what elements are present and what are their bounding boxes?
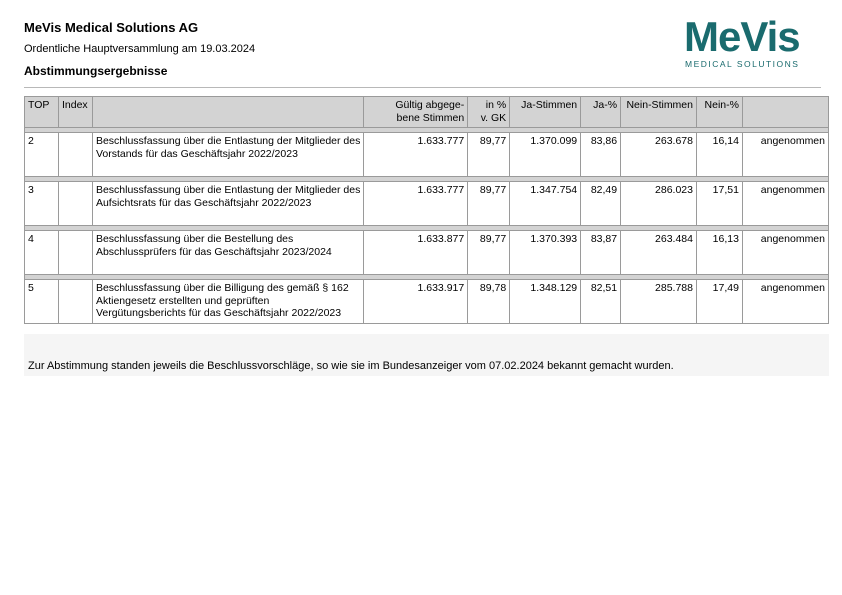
cell-valid: 1.633.917	[364, 280, 468, 324]
cell-top: 2	[25, 133, 59, 177]
cell-index	[58, 231, 92, 275]
page-title: Abstimmungsergebnisse	[24, 64, 168, 78]
meeting-date: Ordentliche Hauptversammlung am 19.03.2024	[24, 43, 256, 55]
cell-subject: Beschlussfassung über die Entlastung der Mitglieder des Aufsichtsrats für das Geschäftsjahr 2022/2023	[92, 182, 363, 226]
col-header-index: Index	[58, 97, 92, 128]
company-logo	[684, 13, 824, 72]
col-header-valid-line1: Gültig abgege-	[395, 99, 465, 111]
cell-no-pct: 16,13	[697, 231, 743, 275]
cell-subject: Beschlussfassung über die Entlastung der Mitglieder des Vorstands für das Geschäftsjahr 2022/2023	[92, 133, 363, 177]
cell-pct-gk: 89,77	[468, 182, 510, 226]
cell-yes-pct: 82,49	[581, 182, 621, 226]
col-header-no: Nein-Stimmen	[621, 97, 697, 128]
table-row	[25, 182, 829, 226]
company-name: MeVis Medical Solutions AG	[24, 20, 199, 35]
col-header-pct-line1: in %	[485, 99, 507, 111]
table-row	[25, 133, 829, 177]
footer-note-box	[24, 334, 829, 376]
col-header-yes-pct: Ja-%	[581, 97, 621, 128]
col-header-valid-line2: bene Stimmen	[396, 111, 465, 124]
cell-index	[58, 182, 92, 226]
cell-yes-pct: 82,51	[581, 280, 621, 324]
cell-result: angenommen	[742, 182, 828, 226]
col-header-yes: Ja-Stimmen	[510, 97, 581, 128]
cell-pct-gk: 89,77	[468, 133, 510, 177]
cell-top: 4	[25, 231, 59, 275]
cell-no: 263.484	[621, 231, 697, 275]
col-header-top: TOP	[25, 97, 59, 128]
footer-note: Zur Abstimmung standen jeweils die Beschlussvorschläge, so wie sie im Bundesanzeiger vom 07.02.2024 bekannt gemacht wurden.	[28, 360, 674, 372]
cell-yes: 1.370.393	[510, 231, 581, 275]
table-row	[25, 280, 829, 324]
cell-result: angenommen	[742, 280, 828, 324]
cell-no: 285.788	[621, 280, 697, 324]
cell-valid: 1.633.777	[364, 182, 468, 226]
cell-yes: 1.370.099	[510, 133, 581, 177]
cell-pct-gk: 89,77	[468, 231, 510, 275]
cell-top: 5	[25, 280, 59, 324]
header-divider	[24, 87, 821, 88]
cell-yes: 1.347.754	[510, 182, 581, 226]
cell-valid: 1.633.877	[364, 231, 468, 275]
cell-no-pct: 17,51	[697, 182, 743, 226]
cell-valid: 1.633.777	[364, 133, 468, 177]
cell-no: 263.678	[621, 133, 697, 177]
cell-result: angenommen	[742, 231, 828, 275]
cell-result: angenommen	[742, 133, 828, 177]
cell-yes: 1.348.129	[510, 280, 581, 324]
table-header-row	[25, 97, 829, 128]
cell-yes-pct: 83,86	[581, 133, 621, 177]
col-header-pct-line2: v. GK	[480, 111, 507, 124]
logo-subtitle: MEDICAL SOLUTIONS	[685, 59, 800, 69]
cell-top: 3	[25, 182, 59, 226]
cell-no-pct: 17,49	[697, 280, 743, 324]
table-row	[25, 231, 829, 275]
col-header-valid	[364, 97, 468, 128]
cell-yes-pct: 83,87	[581, 231, 621, 275]
cell-index	[58, 280, 92, 324]
cell-index	[58, 133, 92, 177]
cell-subject: Beschlussfassung über die Bestellung des Abschlussprüfers für das Geschäftsjahr 2023/2024	[92, 231, 363, 275]
logo-wordmark: MeVis	[684, 13, 800, 60]
results-table	[24, 96, 829, 324]
col-header-result	[742, 97, 828, 128]
cell-no-pct: 16,14	[697, 133, 743, 177]
cell-pct-gk: 89,78	[468, 280, 510, 324]
col-header-no-pct: Nein-%	[697, 97, 743, 128]
col-header-subject	[92, 97, 363, 128]
col-header-pct-gk	[468, 97, 510, 128]
cell-subject: Beschlussfassung über die Billigung des gemäß § 162 Aktiengesetz erstellten und geprüften Vergütungsberichts für das Geschäftsjahr 2022/2023	[92, 280, 363, 324]
cell-no: 286.023	[621, 182, 697, 226]
